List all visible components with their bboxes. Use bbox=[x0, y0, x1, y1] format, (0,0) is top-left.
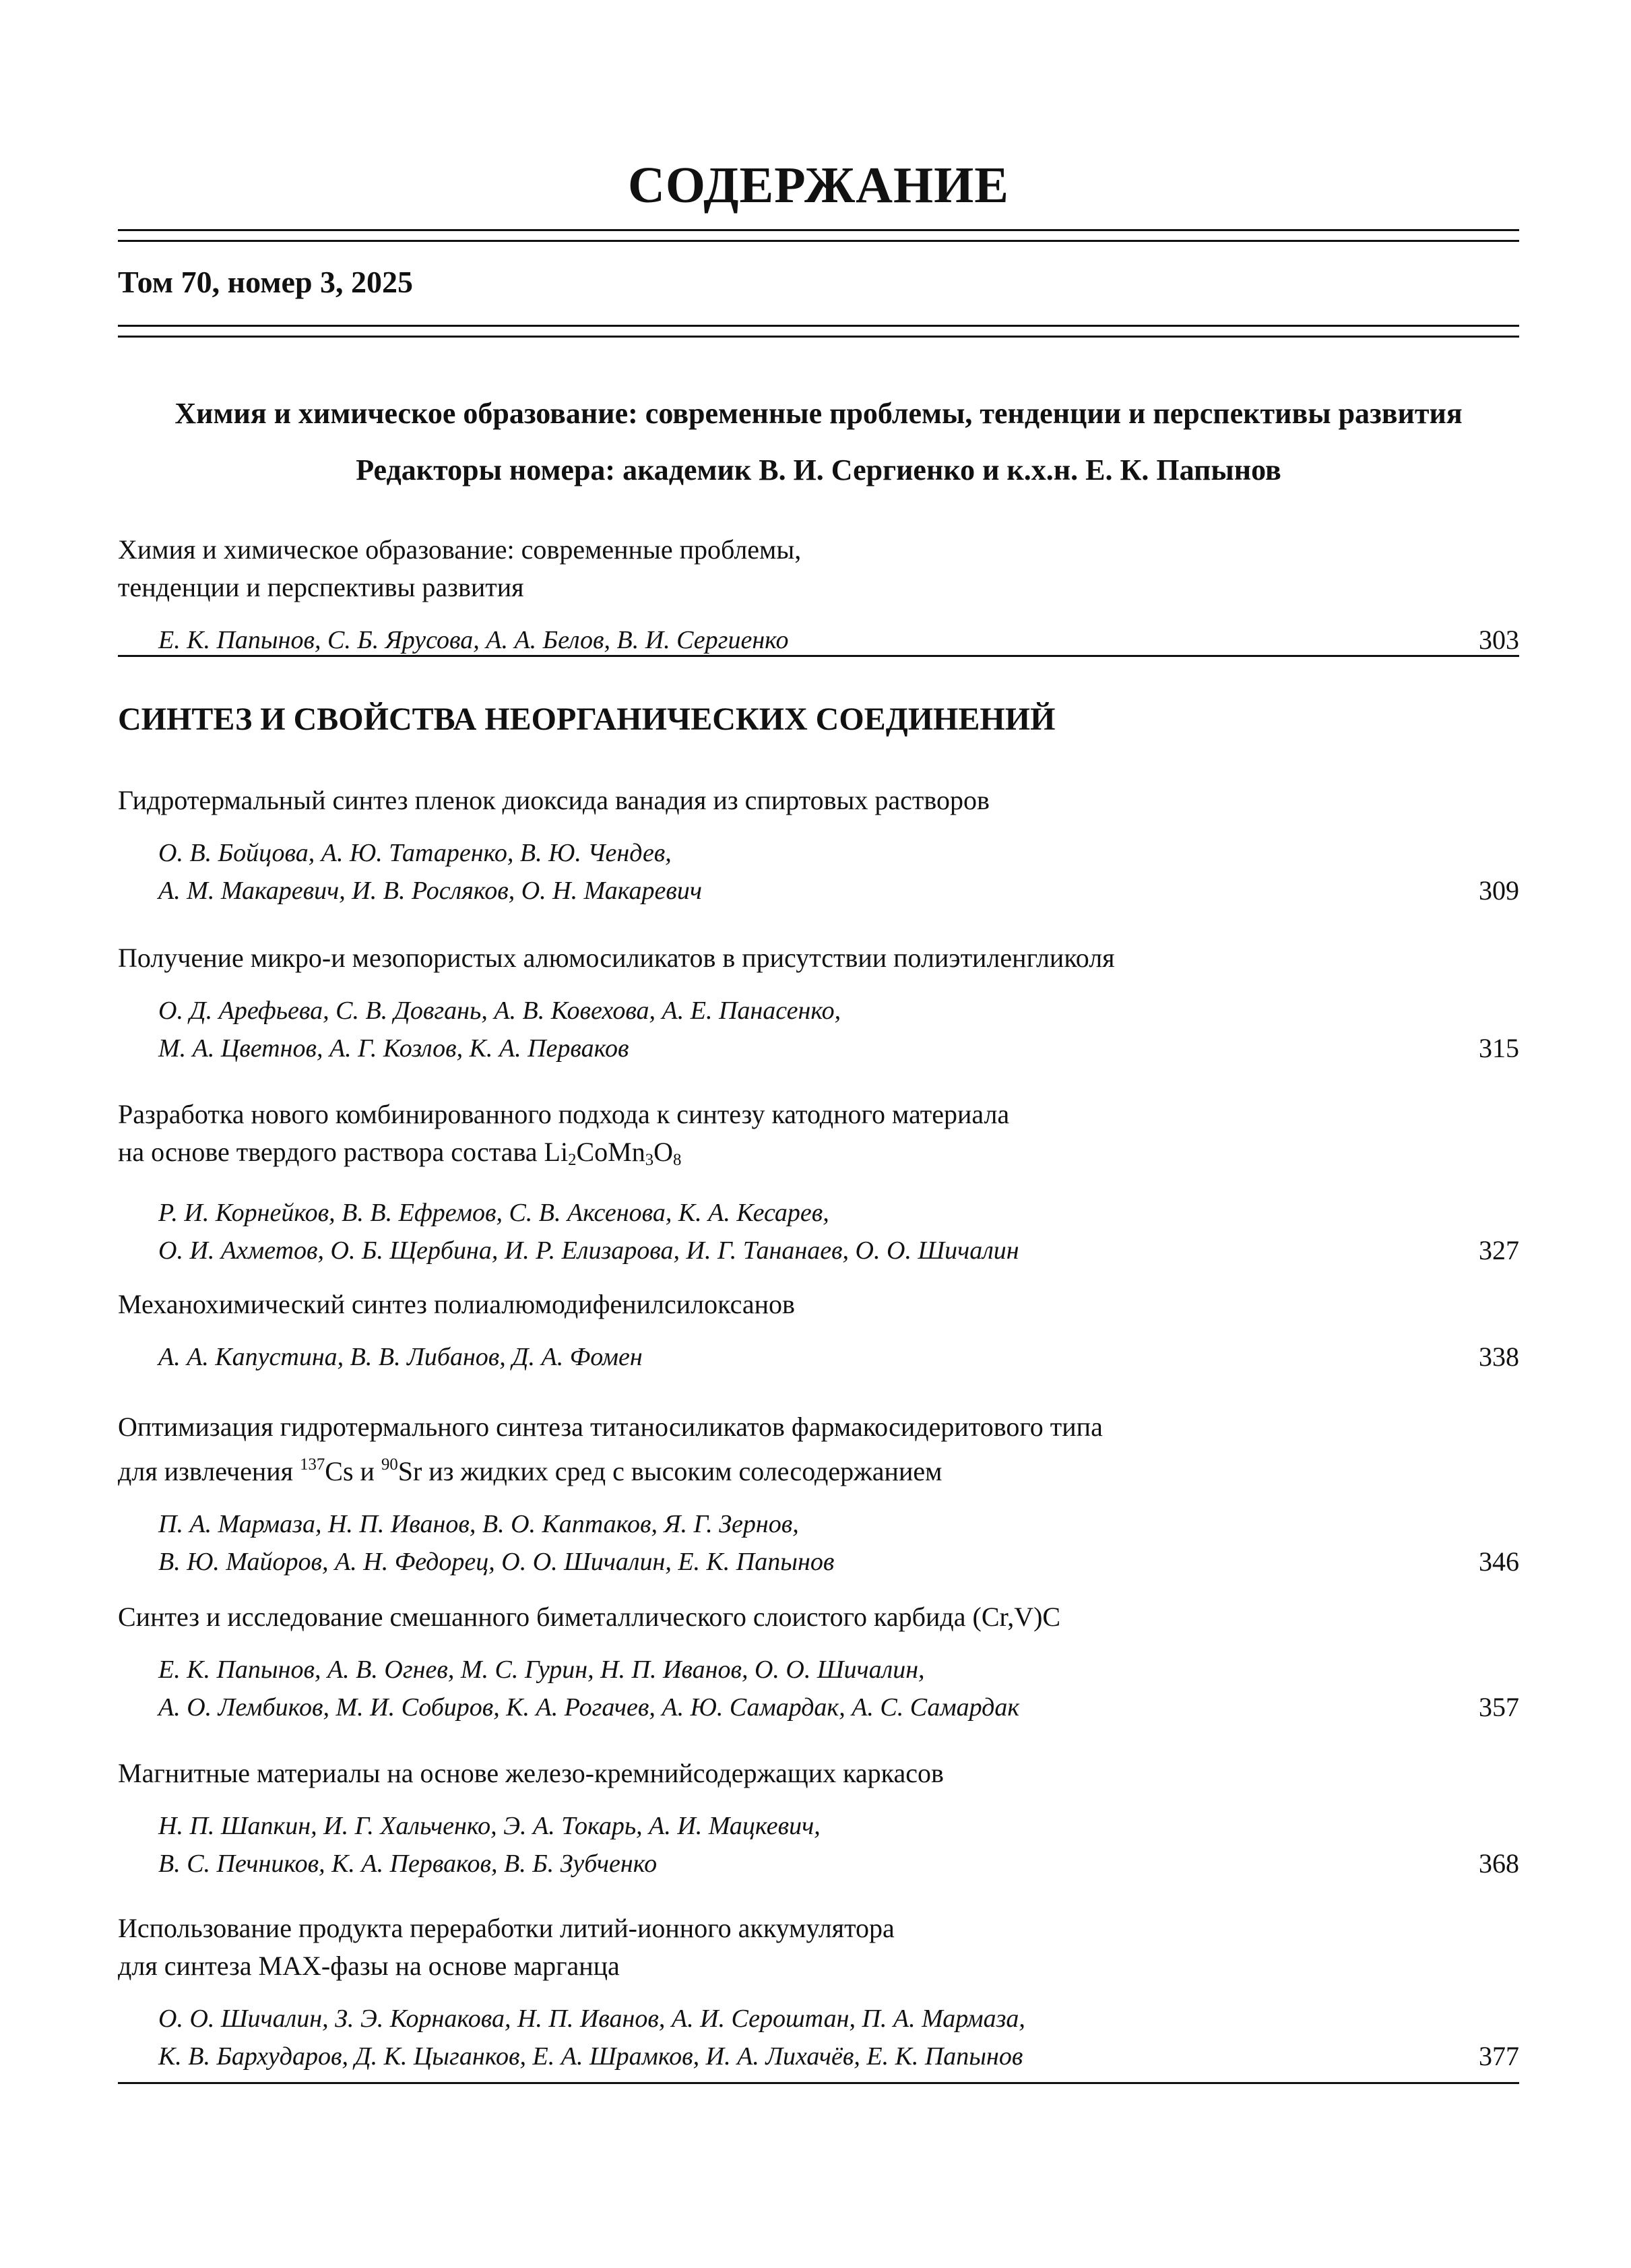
header-rule-bottom-1 bbox=[118, 325, 1519, 327]
header-rule-bottom-2 bbox=[118, 336, 1519, 338]
formula-line: на основе твердого раствора состава $Li_2CoMn_3O_8$ bbox=[118, 1137, 682, 1170]
page-number: 346 bbox=[1479, 1546, 1519, 1577]
page-number: 377 bbox=[1479, 2041, 1519, 2071]
header-rule-top-1 bbox=[118, 229, 1519, 231]
article-entry[interactable] bbox=[118, 1910, 1519, 2075]
article-title: Гидротермальный синтез пленок диоксида ванадия из спиртовых растворов bbox=[118, 785, 990, 815]
article-title: Синтез и исследование смешанного биметаллического слоистого карбида (Cr,V)C bbox=[118, 1602, 1061, 1632]
page-number: 327 bbox=[1479, 1235, 1519, 1266]
article-entry[interactable] bbox=[118, 782, 1519, 910]
header-rule-top-2 bbox=[118, 240, 1519, 242]
article-title: Механохимический синтез полиалюмодифенилсилоксанов bbox=[118, 1289, 795, 1319]
editorial-entry[interactable] bbox=[118, 531, 1519, 659]
topic-editors: Редакторы номера: академик В. И. Сергиенко и к.х.н. Е. К. Папынов bbox=[356, 453, 1281, 486]
page-number: 338 bbox=[1479, 1342, 1519, 1372]
isotope-line: для извлечения $^{137}$Cs и $^{90}$Sr из жидких сред с высоким солесодержанием bbox=[118, 1455, 942, 1487]
article-entry[interactable] bbox=[118, 939, 1519, 1067]
article-title: Использование продукта переработки литий-ионного аккумулятора для синтеза MAX-фазы на основе марганца bbox=[118, 1913, 895, 1981]
issue-info: Том 70, номер 3, 2025 bbox=[118, 265, 414, 299]
article-authors: Р. И. Корнейков, В. В. Ефремов, С. В. Аксенова, К. А. Кесарев, О. И. Ахметов, О. Б. Щербина, И. Р. Елизарова, И. Г. Тананаев, О. О. Шичалин 327 bbox=[118, 1194, 1519, 1269]
article-entry[interactable] bbox=[118, 1286, 1519, 1376]
article-title: Химия и химическое образование: современные проблемы, тенденции и перспективы развития bbox=[118, 534, 802, 602]
section-title: СИНТЕЗ И СВОЙСТВА НЕОРГАНИЧЕСКИХ СОЕДИНЕНИЙ bbox=[118, 701, 1056, 737]
topic-title: Химия и химическое образование: современные проблемы, тенденции и перспективы развития bbox=[174, 397, 1463, 430]
article-authors: О. В. Бойцова, А. Ю. Татаренко, В. Ю. Чендев, А. М. Макаревич, И. В. Росляков, О. Н. Макаревич 309 bbox=[118, 834, 1519, 910]
page-number: 368 bbox=[1479, 1848, 1519, 1879]
article-entry[interactable] bbox=[118, 1408, 1519, 1581]
article-title: Магнитные материалы на основе железо-кремнийсодержащих каркасов bbox=[118, 1758, 944, 1788]
article-authors: Е. К. Папынов, А. В. Огнев, М. С. Гурин, Н. П. Иванов, О. О. Шичалин, А. О. Лембиков, М. И. Собиров, К. А. Рогачев, А. Ю. Самардак, А. С. Самардак 357 bbox=[118, 1651, 1519, 1726]
footer-rule bbox=[118, 2082, 1519, 2084]
article-authors: А. А. Капустина, В. В. Либанов, Д. А. Фомен 338 bbox=[118, 1338, 1519, 1376]
page-title: СОДЕРЖАНИЕ bbox=[628, 157, 1009, 214]
article-title: Получение микро-и мезопористых алюмосиликатов в присутствии полиэтиленгликоля bbox=[118, 943, 1115, 973]
article-authors: Н. П. Шапкин, И. Г. Хальченко, Э. А. Токарь, А. И. Мацкевич, В. С. Печников, К. А. Перваков, В. Б. Зубченко 368 bbox=[118, 1807, 1519, 1883]
article-entry[interactable] bbox=[118, 1096, 1519, 1269]
article-title: Оптимизация гидротермального синтеза титаносиликатов фармакосидеритового типа для извлечения $^{137}$Cs и $^{90}$Sr из жидких сред с высоким солесодержанием bbox=[118, 1408, 1519, 1490]
article-authors: О. О. Шичалин, З. Э. Корнакова, Н. П. Иванов, А. И. Сероштан, П. А. Мармаза, К. В. Бархударов, Д. К. Цыганков, Е. А. Шрамков, И. А. Лихачёв, Е. К. Папынов 377 bbox=[118, 2000, 1519, 2075]
page-number: 357 bbox=[1479, 1692, 1519, 1722]
article-authors: Е. К. Папынов, С. Б. Ярусова, А. А. Белов, В. И. Сергиенко 303 bbox=[118, 621, 1519, 659]
article-entry[interactable] bbox=[118, 1755, 1519, 1883]
page-number: 309 bbox=[1479, 875, 1519, 906]
page-number: 315 bbox=[1479, 1033, 1519, 1063]
article-entry[interactable] bbox=[118, 1598, 1519, 1726]
page-number: 303 bbox=[1479, 625, 1519, 655]
editorial-rule bbox=[118, 655, 1519, 657]
article-authors: О. Д. Арефьева, С. В. Довгань, А. В. Ковехова, А. Е. Панасенко, М. А. Цветнов, А. Г. Козлов, К. А. Перваков 315 bbox=[118, 992, 1519, 1067]
article-authors: П. А. Мармаза, Н. П. Иванов, В. О. Каптаков, Я. Г. Зернов, В. Ю. Майоров, А. Н. Федорец, О. О. Шичалин, Е. К. Папынов 346 bbox=[118, 1505, 1519, 1581]
article-title: Разработка нового комбинированного подхода к синтезу катодного материала на основе твердого раствора состава $Li_2CoMn_3O_8$ bbox=[118, 1096, 1519, 1179]
